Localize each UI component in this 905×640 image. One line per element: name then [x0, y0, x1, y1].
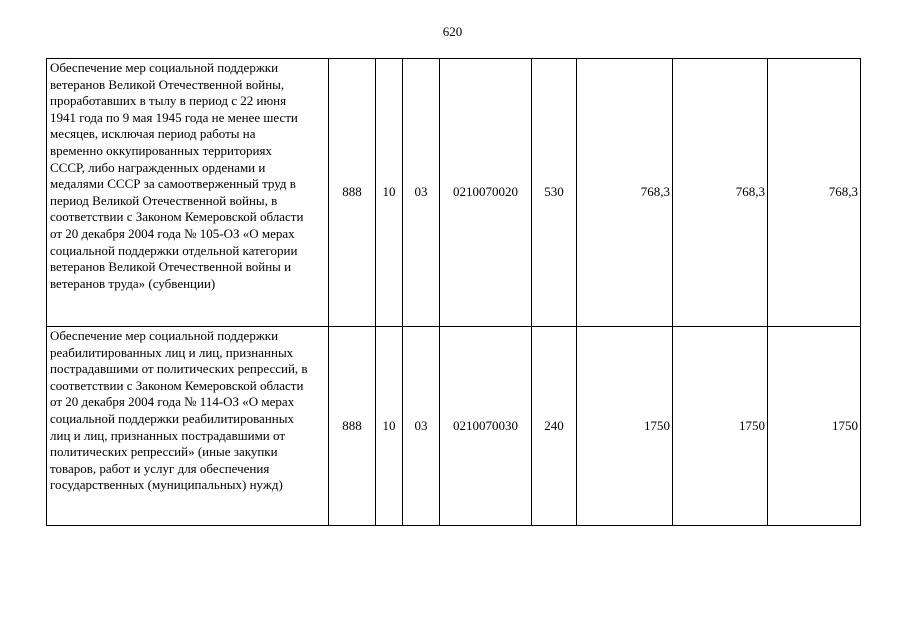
- page-number: 620: [442, 24, 463, 39]
- description-line: временно оккупированных территориях: [50, 142, 272, 158]
- description-line: от 20 декабря 2004 года № 114-ОЗ «О мерах: [50, 394, 295, 410]
- table-row: [47, 59, 861, 327]
- subsection-code-cell: 03: [403, 327, 440, 526]
- target-article-cell: 0210070030: [440, 327, 532, 526]
- description-line: соответствии с Законом Кемеровской области: [50, 377, 304, 393]
- description-line: Обеспечение мер социальной поддержки: [50, 60, 279, 75]
- table-row: [47, 327, 861, 526]
- description-line: соответствии с Законом Кемеровской области: [50, 209, 304, 225]
- description-line: государственных (муниципальных) нужд): [50, 477, 283, 493]
- description-line: лиц и лиц, признанных пострадавшими от: [50, 427, 286, 443]
- expense-type-cell: 240: [532, 327, 577, 526]
- section-code-cell: 10: [376, 327, 403, 526]
- description-line: СССР, либо награжденных орденами и: [50, 159, 266, 175]
- ministry-code-cell: 888: [329, 59, 376, 327]
- row-description: [47, 59, 329, 327]
- description-line: реабилитированных лиц и лиц, признанных: [50, 344, 294, 360]
- amount-cell-2: 1750: [673, 327, 768, 526]
- amount-cell-3: 1750: [768, 327, 861, 526]
- description-line: проработавших в тылу в период с 22 июня: [50, 93, 287, 109]
- amount-cell-3: 768,3: [768, 59, 861, 327]
- amount-cell-1: 768,3: [577, 59, 673, 327]
- description-line: медалями СССР за самоотверженный труд в: [50, 176, 296, 192]
- section-code-cell: 10: [376, 59, 403, 327]
- target-article-cell: 0210070020: [440, 59, 532, 327]
- description-line: социальной поддержки реабилитированных: [50, 410, 294, 426]
- row-description: [47, 327, 329, 526]
- description-line: месяцев, исключая период работы на: [50, 126, 256, 142]
- expense-type-cell: 530: [532, 59, 577, 327]
- description-line: период Великой Отечественной войны, в: [50, 192, 278, 208]
- description-line: пострадавшими от политических репрессий, в: [50, 361, 308, 377]
- description-line: Обеспечение мер социальной поддержки: [50, 328, 279, 343]
- subsection-code-cell: 03: [403, 59, 440, 327]
- description-line: от 20 декабря 2004 года № 105-ОЗ «О мерах: [50, 225, 295, 241]
- description-line: политических репрессий» (иные закупки: [50, 444, 278, 460]
- description-line: ветеранов Великой Отечественной войны и: [50, 259, 292, 275]
- ministry-code-cell: 888: [329, 327, 376, 526]
- description-line: ветеранов Великой Отечественной войны,: [50, 76, 285, 92]
- description-line: товаров, работ и услуг для обеспечения: [50, 460, 270, 476]
- description-line: социальной поддержки отдельной категории: [50, 242, 298, 258]
- amount-cell-1: 1750: [577, 327, 673, 526]
- description-line: 1941 года по 9 мая 1945 года не менее шести: [50, 109, 298, 125]
- amount-cell-2: 768,3: [673, 59, 768, 327]
- description-line: ветеранов труда» (субвенции): [50, 275, 216, 291]
- budget-table: [46, 58, 861, 526]
